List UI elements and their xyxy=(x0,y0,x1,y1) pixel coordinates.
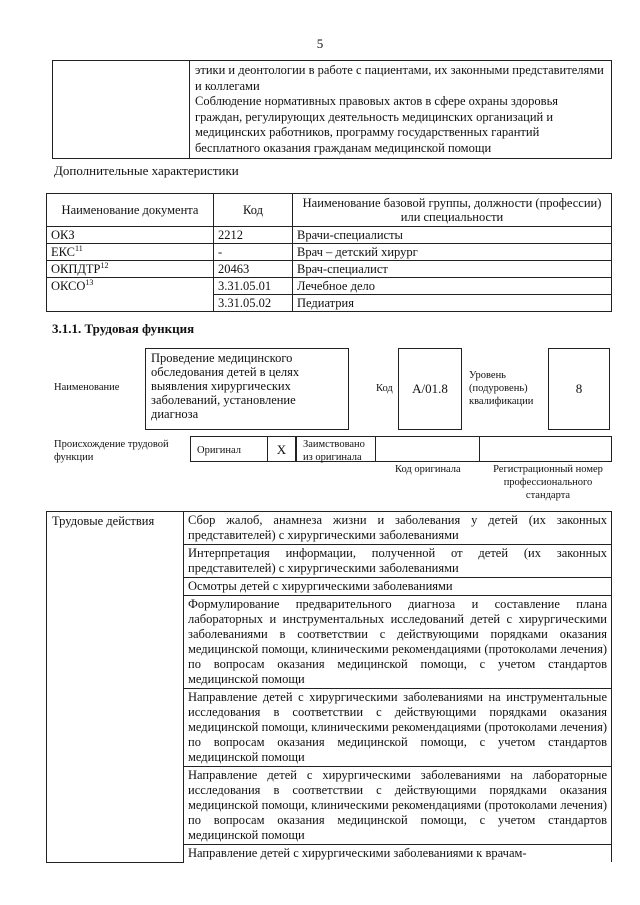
origin-label: Происхождение трудовой функции xyxy=(54,439,169,463)
borrowed-cell: Заимствовано из оригинала xyxy=(296,436,376,462)
code-cell: 3.31.05.01 xyxy=(214,278,293,295)
header-doc: Наименование документа xyxy=(47,194,214,227)
table-row xyxy=(47,261,612,278)
additional-title: Дополнительные характеристики xyxy=(54,163,239,178)
doc-cell: ОКПДТР$^{12}$ xyxy=(47,261,214,278)
reg-number-label: Регистрационный номер профессионального стандарта xyxy=(493,464,603,501)
section-title: 3.1.1. Трудовая функция xyxy=(52,321,195,336)
labor-item: Сбор жалоб, анамнеза жизни и заболевания у детей (их законных представителей) с хирургическими заболеваниями xyxy=(184,512,612,545)
additional-table xyxy=(46,193,612,312)
labor-item: Направление детей с хирургическими заболеваниями к врачам- xyxy=(184,845,612,863)
labor-head-cell: Трудовые действия xyxy=(47,512,184,863)
continuation-text-2: Соблюдение нормативных правовых актов в сфере охраны здоровья граждан, регулирующих деятельность медицинских организаций и медицинских работников, программу государственных гарантий бесплатного оказания гражданам медицинской помощи xyxy=(195,94,559,155)
page-number: 5 xyxy=(316,36,324,51)
labor-item: Направление детей с хирургическими заболеваниями на лабораторные исследования в соответствии с действующими порядками оказания медицинской помощи, клиническими рекомендациями (протоколами лечения) по вопросам оказания медицинской помощи, с учетом стандартов медицинской помощи xyxy=(184,767,612,845)
labor-item: Формулирование предварительного диагноза и составление плана лабораторных и инструментальных исследований детей с хирургическими заболеваниями в соответствии с действующими порядками оказания медицинской помощи, клиническими рекомендациями (протоколами лечения) по вопросам оказания медицинской помощи, с учетом стандартов медицинской помощи xyxy=(184,596,612,689)
labor-item: Направление детей с хирургическими заболеваниями на инструментальные исследования в соответствии с действующими порядками оказания медицинской помощи, клиническими рекомендациями (протоколами лечения) по вопросам оказания медицинской помощи, с учетом стандартов медицинской помощи xyxy=(184,689,612,767)
code-label: Код xyxy=(376,383,393,394)
continuation-left-cell xyxy=(53,61,190,159)
labor-actions-table xyxy=(46,511,612,863)
table-row xyxy=(47,227,612,244)
name-label: Наименование xyxy=(54,382,120,393)
name-cell: Врач – детский хирург xyxy=(293,244,612,261)
header-code: Код xyxy=(214,194,293,227)
reg-number-cell xyxy=(480,436,612,462)
name-cell: Врачи-специалисты xyxy=(293,227,612,244)
doc-cell: ОКСО$^{13}$ xyxy=(47,278,214,312)
level-value: 8 xyxy=(575,381,583,396)
origin-code-cell xyxy=(376,436,480,462)
code-cell: 2212 xyxy=(214,227,293,244)
code-cell: - xyxy=(214,244,293,261)
original-cell: Оригинал xyxy=(190,436,268,462)
table-row xyxy=(47,512,612,545)
origin-row xyxy=(190,436,612,462)
level-label: Уровень (подуровень) квалификации xyxy=(469,370,534,407)
labor-item: Интерпретация информации, полученной от детей (их законных представителей) с хирургическими заболеваниями xyxy=(184,545,612,578)
continuation-table xyxy=(52,60,612,159)
continuation-right-cell xyxy=(190,61,612,159)
header-name: Наименование базовой группы, должности (профессии) или специальности xyxy=(293,194,612,227)
doc-cell: ЕКС$^{11}$ xyxy=(47,244,214,261)
function-name-box: Проведение медицинского обследования детей в целях выявления хирургических заболеваний, установление диагноза xyxy=(145,348,349,430)
code-cell: 3.31.05.02 xyxy=(214,295,293,312)
code-cell: 20463 xyxy=(214,261,293,278)
continuation-text-1: этики и деонтологии в работе с пациентами, их законными представителями и коллегами xyxy=(195,63,604,93)
origin-code-label: Код оригинала xyxy=(395,464,461,475)
function-code-box xyxy=(398,348,462,430)
doc-cell: ОКЗ xyxy=(47,227,214,244)
original-mark-cell: X xyxy=(268,436,296,462)
table-row xyxy=(47,244,612,261)
labor-item: Осмотры детей с хирургическими заболеваниями xyxy=(184,578,612,596)
level-box xyxy=(548,348,610,430)
name-cell: Лечебное дело xyxy=(293,278,612,295)
table-row xyxy=(47,278,612,295)
function-code-value: А/01.8 xyxy=(412,381,448,396)
name-cell: Педиатрия xyxy=(293,295,612,312)
name-cell: Врач-специалист xyxy=(293,261,612,278)
